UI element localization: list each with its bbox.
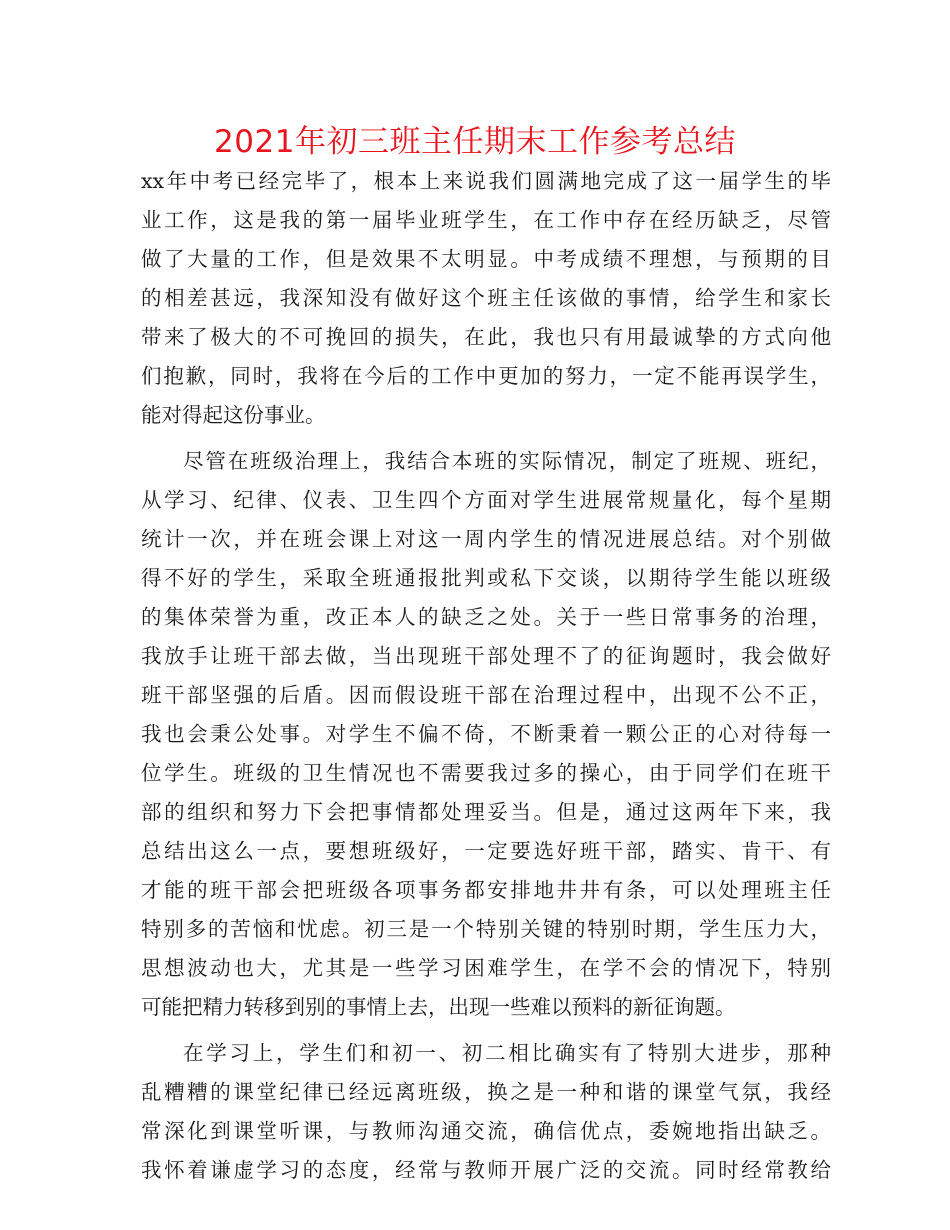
- text-line: xx年中考已经完毕了，根本上来说我们圆满地完成了这一届学生的毕: [141, 169, 831, 193]
- text-line: 可能把精力转移到别的事情上去，出现一些难以预料的新征询题。: [141, 995, 736, 1019]
- text-line: 的相差甚远，我深知没有做好这个班主任该做的事情，给学生和家长: [141, 286, 831, 310]
- text-line: 尽管在班级治理上，我结合本班的实际情况，制定了班规、班纪，: [183, 449, 831, 473]
- text-line: 思想波动也大，尤其是一些学习困难学生，在学不会的情况下，特别: [141, 956, 831, 980]
- text-line: 我怀着谦虚学习的态度，经常与教师开展广泛的交流。同时经常教给: [141, 1158, 831, 1182]
- text-line: 带来了极大的不可挽回的损失，在此，我也只有用最诚挚的方式向他: [141, 325, 831, 349]
- text-line: 的集体荣誉为重，改正本人的缺乏之处。关于一些日常事务的治理，: [141, 605, 831, 629]
- paragraph-3: [141, 1034, 831, 1190]
- text-line: 位学生。班级的卫生情况也不需要我过多的操心，由于同学们在班干: [141, 761, 831, 785]
- text-line: 乱糟糟的课堂纪律已经远离班级，换之是一种和谐的课堂气氛，我经: [141, 1080, 831, 1104]
- text-line: 得不好的学生，采取全班通报批判或私下交谈，以期待学生能以班级: [141, 566, 831, 590]
- text-line: 我放手让班干部去做，当出现班干部处理不了的征询题时，我会做好: [141, 644, 831, 668]
- document-body: [141, 162, 831, 1190]
- text-line: 特别多的苦恼和忧虑。初三是一个特别关键的特别时期，学生压力大，: [141, 917, 831, 941]
- document-title: 2021年初三班主任期末工作参考总结: [214, 124, 736, 160]
- text-line: 从学习、纪律、仪表、卫生四个方面对学生进展常规量化，每个星期: [141, 488, 831, 512]
- paragraph-1: [141, 162, 831, 435]
- text-line: 做了大量的工作，但是效果不太明显。中考成绩不理想，与预期的目: [141, 247, 831, 271]
- text-line: 班干部坚强的后盾。因而假设班干部在治理过程中，出现不公不正，: [141, 683, 831, 707]
- text-line: 在学习上，学生们和初一、初二相比确实有了特别大进步，那种: [183, 1041, 831, 1065]
- paragraph-2: [141, 442, 831, 1027]
- text-line: 部的组织和努力下会把事情都处理妥当。但是，通过这两年下来，我: [141, 800, 831, 824]
- text-line: 统计一次，并在班会课上对这一周内学生的情况进展总结。对个别做: [141, 527, 831, 551]
- text-line: 能对得起这份事业。: [141, 403, 326, 427]
- text-line: 总结出这么一点，要想班级好，一定要选好班干部，踏实、肯干、有: [141, 839, 831, 863]
- text-line: 我也会秉公处事。对学生不偏不倚，不断秉着一颗公正的心对待每一: [141, 722, 831, 746]
- text-line: 常深化到课堂听课，与教师沟通交流，确信优点，委婉地指出缺乏。: [141, 1119, 831, 1143]
- text-line: 业工作，这是我的第一届毕业班学生，在工作中存在经历缺乏，尽管: [141, 208, 831, 232]
- text-line: 才能的班干部会把班级各项事务都安排地井井有条，可以处理班主任: [141, 878, 831, 902]
- text-line: 们抱歉，同时，我将在今后的工作中更加的努力，一定不能再误学生，: [141, 364, 831, 388]
